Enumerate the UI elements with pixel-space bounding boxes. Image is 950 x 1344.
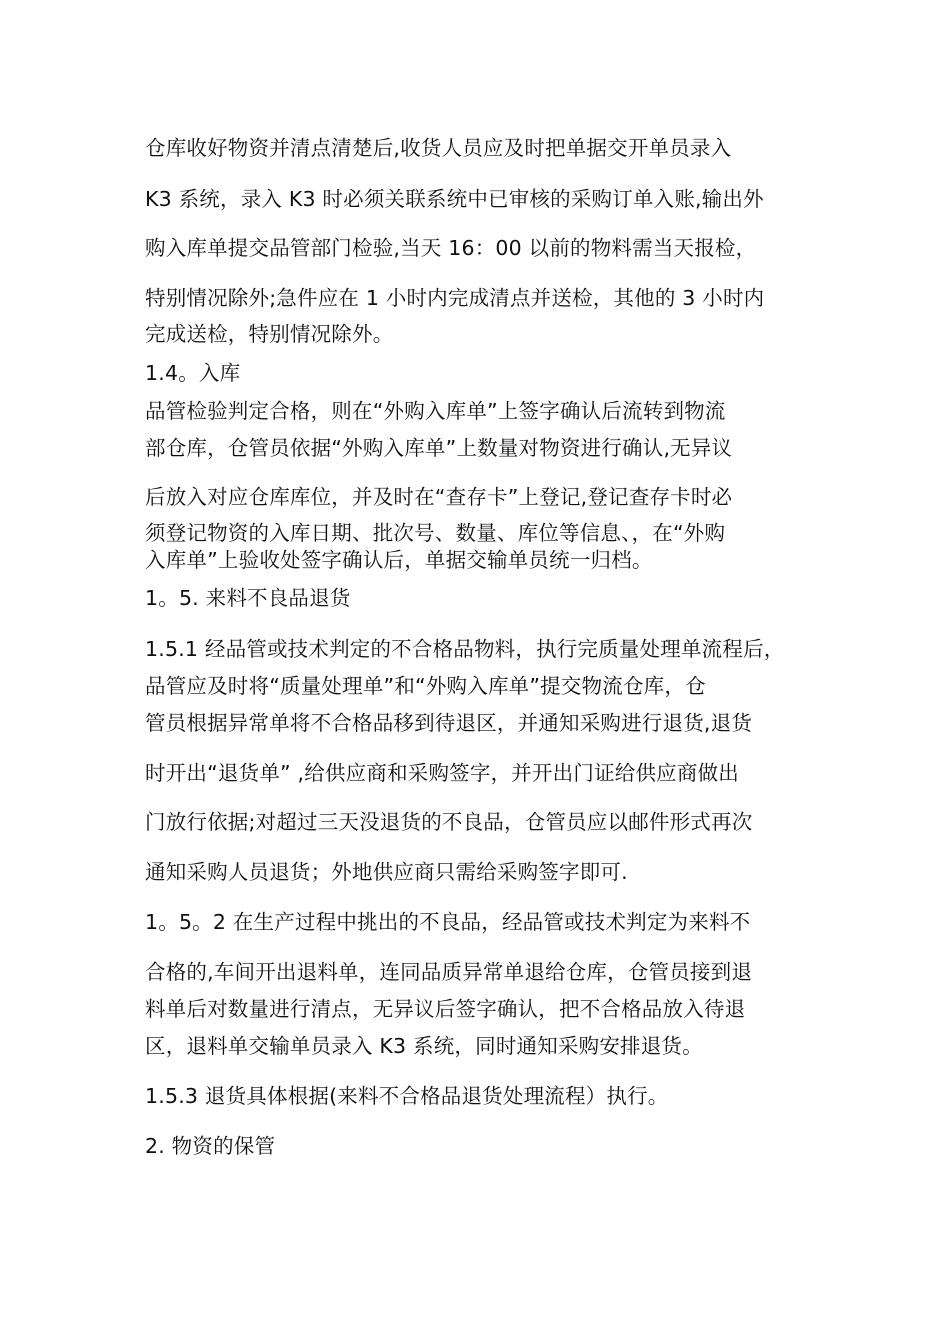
text-line: 完成送检，特别情况除外。 bbox=[145, 322, 394, 346]
text-line: 料单后对数量进行清点，无异议后签字确认，把不合格品放入待退 bbox=[145, 997, 746, 1021]
text-line: 通知采购人员退货；外地供应商只需给采购签字即可. bbox=[145, 860, 628, 884]
text-line: 品管应及时将“质量处理单”和“外购入库单”提交物流仓库，仓 bbox=[145, 674, 706, 698]
text-line: 部仓库，仓管员依据“外购入库单”上数量对物资进行确认,无异议 bbox=[145, 436, 733, 460]
text-line: 1.5.3 退货具体根据(来料不合格品退货处理流程）执行。 bbox=[145, 1084, 669, 1108]
text-line: K3 系统，录入 K3 时必须关联系统中已审核的采购订单入账,输出外 bbox=[145, 187, 764, 211]
text-line: 时开出“退货单” ,给供应商和采购签字，并开出门证给供应商做出 bbox=[145, 761, 739, 785]
text-line: 特别情况除外;急件应在 1 小时内完成清点并送检，其他的 3 小时内 bbox=[145, 286, 765, 310]
text-line: 须登记物资的入库日期、批次号、数量、库位等信息、，在“外购 bbox=[145, 521, 726, 545]
text-line: 1。5。2 在生产过程中挑出的不良品，经品管或技术判定为来料不 bbox=[145, 910, 751, 934]
text-line: 后放入对应仓库库位，并及时在“查存卡”上登记,登记查存卡时必 bbox=[145, 485, 733, 509]
text-line: 1.5.1 经品管或技术判定的不合格品物料，执行完质量处理单流程后， bbox=[145, 637, 785, 661]
section-heading: 1。5. 来料不良品退货 bbox=[145, 586, 351, 610]
text-line: 品管检验判定合格，则在“外购入库单”上签字确认后流转到物流 bbox=[145, 399, 726, 423]
section-heading: 1.4。入库 bbox=[145, 361, 241, 385]
text-line: 购入库单提交品管部门检验,当天 16：00 以前的物料需当天报检， bbox=[145, 236, 757, 260]
text-line: 管员根据异常单将不合格品移到待退区，并通知采购进行退货,退货 bbox=[145, 711, 753, 735]
section-heading: 2. 物资的保管 bbox=[145, 1134, 276, 1158]
text-line: 仓库收好物资并清点清楚后,收货人员应及时把单据交开单员录入 bbox=[145, 136, 732, 160]
text-line: 合格的,车间开出退料单，连同品质异常单退给仓库，仓管员接到退 bbox=[145, 960, 753, 984]
text-line: 门放行依据;对超过三天没退货的不良品，仓管员应以邮件形式再次 bbox=[145, 810, 753, 834]
text-line: 区，退料单交输单员录入 K3 系统，同时通知采购安排退货。 bbox=[145, 1034, 703, 1058]
text-line: 入库单”上验收处签字确认后，单据交输单员统一归档。 bbox=[145, 548, 653, 572]
